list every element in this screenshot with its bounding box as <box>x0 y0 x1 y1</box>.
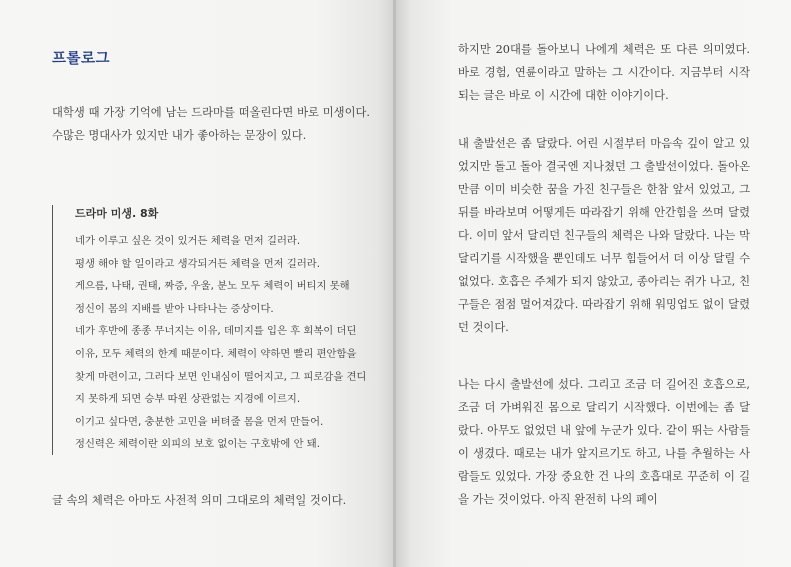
quote-lines <box>75 230 366 456</box>
quote-line: 이유, 모두 체력의 한계 때문이다. 체력이 약하면 빨리 편안함을 <box>75 347 357 360</box>
right-paragraph-3: 나는 다시 출발선에 섰다. 그리고 조금 더 길어진 호흡으로, 조금 더 가벼워진 몸으로 달리기 시작했다. 이번에는 좀 달랐다. 아무도 없었던 내 앞에 누군가 있다. 같이 뛰는 사람들이 생겼다. 때로는 내가 앞지르기도 하고, 나를 추월하는 사람들도 있었다. 가장 중요한 건 나의 호흡대로 꾸준히 이 길을 가는 것이었다. 아직 완전히 나의 페이 <box>458 378 750 506</box>
quote-title: 드라마 미생. 8화 <box>75 207 159 220</box>
left-page <box>0 0 394 567</box>
chapter-title: 프롤로그 <box>52 51 111 67</box>
quote-line: 정신이 몸의 지배를 받아 나타나는 증상이다. <box>75 302 274 315</box>
right-paragraph-1: 하지만 20대를 돌아보니 나에게 체력은 또 다른 의미였다. 바로 경험, 연륜이라고 말하는 그 시간이다. 지금부터 시작되는 글은 바로 이 시간에 대한 이야기이다. <box>458 43 750 102</box>
quote-line: 이기고 싶다면, 충분한 고민을 버텨줄 몸을 먼저 만들어. <box>75 415 324 428</box>
quote-line: 찾게 마련이고, 그러다 보면 인내심이 떨어지고, 그 피로감을 견디 <box>75 370 367 383</box>
quote-line: 네가 이루고 싶은 것이 있거든 체력을 먼저 길러라. <box>75 235 301 247</box>
intro-paragraph: 대학생 때 가장 기억에 남는 드라마를 떠올린다면 바로 미생이다. 수많은 명대사가 있지만 내가 좋아하는 문장이 있다. <box>52 106 370 142</box>
closing-paragraph: 글 속의 체력은 아마도 사전적 의미 그대로의 체력일 것이다. <box>52 494 347 507</box>
quote-line: 게으름, 나태, 권태, 짜증, 우울, 분노 모두 체력이 버티지 못해 <box>75 280 350 293</box>
quote-block <box>52 205 373 455</box>
quote-line: 지 못하게 되면 승부 따윈 상관없는 지경에 이르지. <box>75 393 301 406</box>
quote-line: 평생 해야 할 일이라고 생각되거든 체력을 먼저 길러라. <box>75 257 321 270</box>
right-paragraph-2: 내 출발선은 좀 달랐다. 어린 시절부터 마음속 깊이 알고 있었지만 돌고 돌아 결국엔 지나쳤던 그 출발선이었다. 돌아온 만큼 이미 비슷한 꿈을 가진 친구들은 한참 앞서 있었고, 그 뒤를 바라보며 어떻게든 따라잡기 위해 안간힘을 쓰며 달렸다. 이미 앞서 달리던 친구들의 체력은 나와 달랐다. 나는 막 달리기를 시작했을 뿐인데도 너무 힘들어서 더 이상 달릴 수 없었다. 호흡은 주체가 되지 않았고, 종아리는 쥐가 나고, 친구들은 점점 멀어져갔다. 따라잡기 위해 워밍업도 없이 달렸던 것이다. <box>458 137 750 334</box>
quote-line: 정신력은 체력이란 외피의 보호 없이는 구호밖에 안 돼. <box>75 438 321 451</box>
quote-line: 네가 후반에 종종 무너지는 이유, 데미지를 입은 후 회복이 더딘 <box>75 325 357 338</box>
